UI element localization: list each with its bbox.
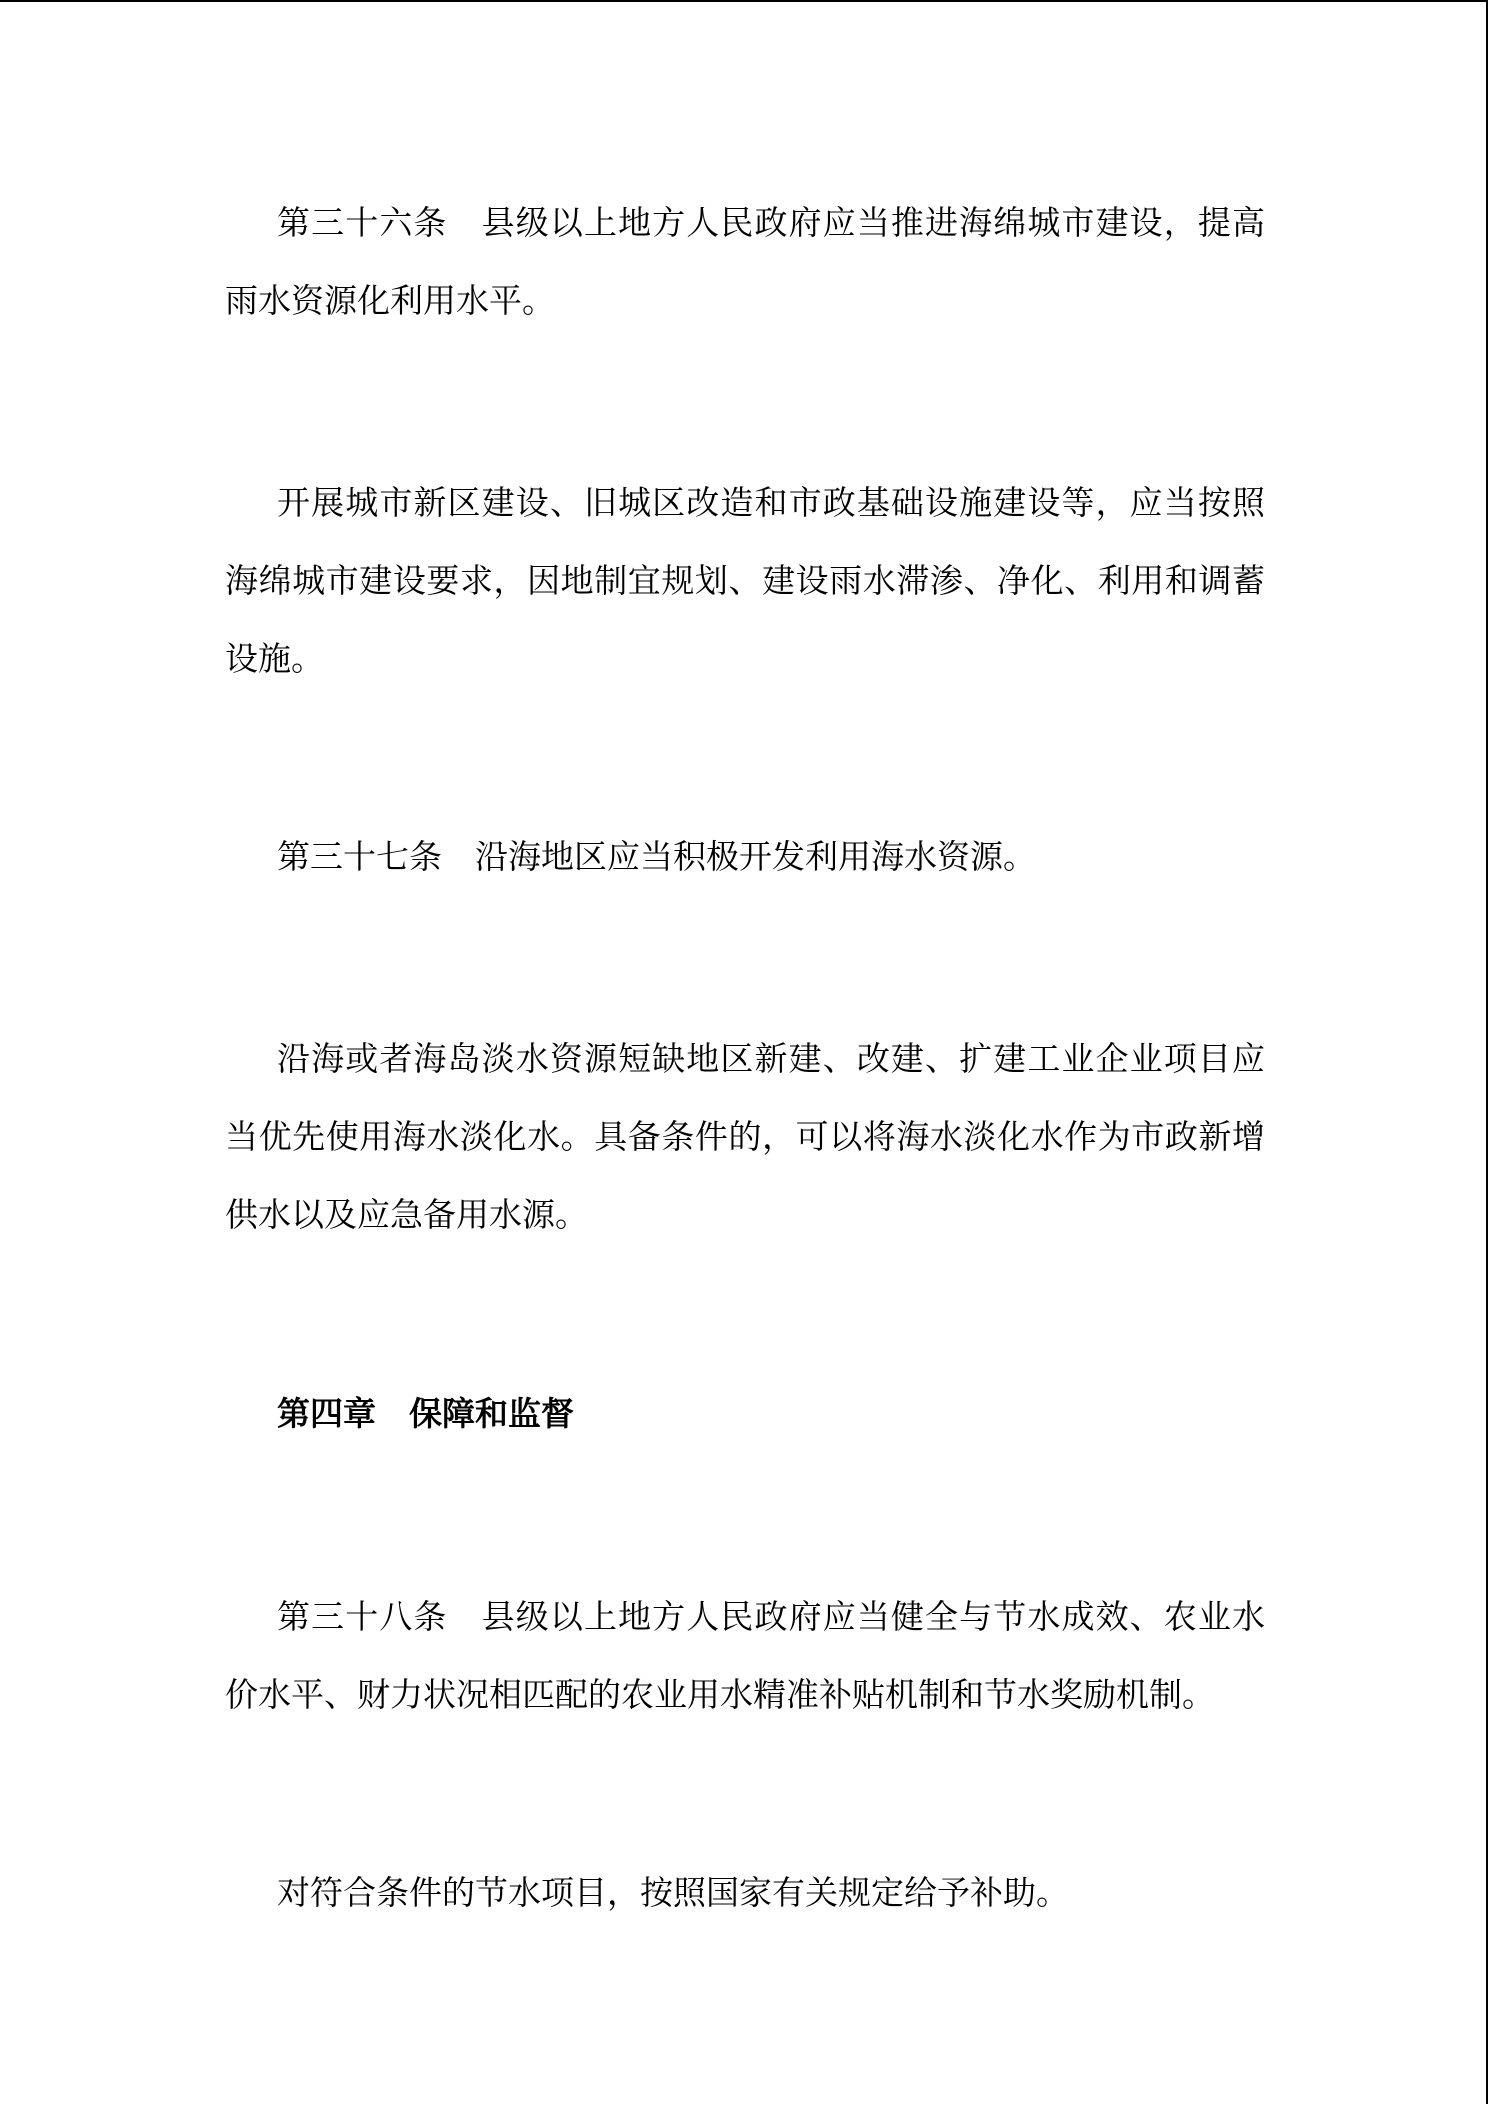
article-36-second-paragraph: 开展城市新区建设、旧城区改造和市政基础设施建设等，应当按照海绵城市建设要求，因地制宜规划、建设雨水滞渗、净化、利用和调蓄设施。	[225, 483, 1265, 678]
chapter-heading: 第四章 保障和监督	[277, 1394, 574, 1433]
article-37-paragraph: 第三十七条 沿海地区应当积极开发利用海水资源。	[277, 837, 1036, 876]
article-38-second-paragraph: 对符合条件的节水项目，按照国家有关规定给予补助。	[277, 1873, 1069, 1912]
article-38-paragraph: 第三十八条 县级以上地方人民政府应当健全与节水成效、农业水价水平、财力状况相匹配的农业用水精准补贴机制和节水奖励机制。	[225, 1597, 1265, 1714]
article-36-paragraph: 第三十六条 县级以上地方人民政府应当推进海绵城市建设，提高雨水资源化利用水平。	[225, 203, 1265, 320]
article-37-second-paragraph: 沿海或者海岛淡水资源短缺地区新建、改建、扩建工业企业项目应当优先使用海水淡化水。具备条件的，可以将海水淡化水作为市政新增供水以及应急备用水源。	[225, 1039, 1265, 1234]
